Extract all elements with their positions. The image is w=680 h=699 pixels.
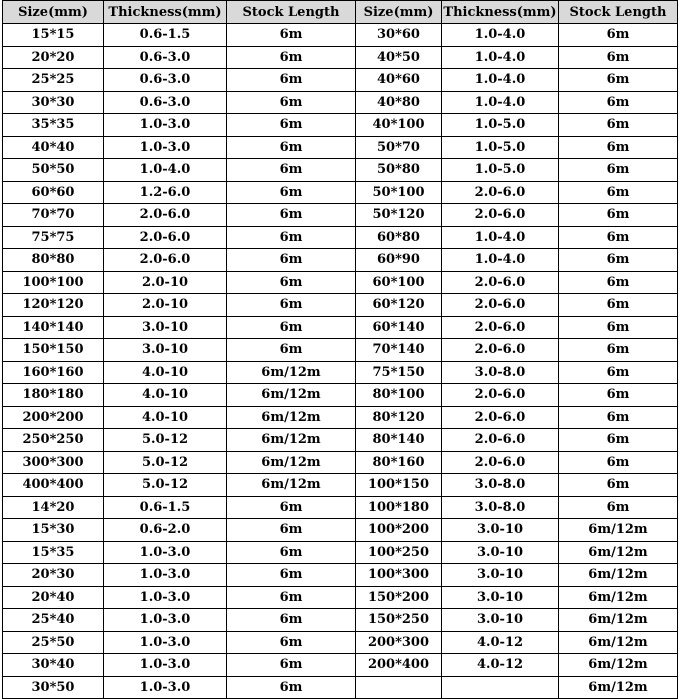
cell-thickness-right: 1.0-5.0 (442, 136, 559, 159)
cell-thickness-left: 3.0-10 (104, 316, 227, 339)
header-size-left: Size(mm) (3, 1, 104, 24)
cell-stock-length-right: 6m (559, 429, 678, 452)
cell-stock-length-right: 6m (559, 24, 678, 47)
cell-thickness-right: 1.0-4.0 (442, 226, 559, 249)
table-row (3, 384, 678, 407)
cell-stock-length-right: 6m (559, 114, 678, 137)
table-row (3, 24, 678, 47)
cell-stock-length-right: 6m (559, 451, 678, 474)
cell-size-right: 30*60 (356, 24, 442, 47)
cell-thickness-right: 2.0-6.0 (442, 316, 559, 339)
cell-size-left: 200*200 (3, 406, 104, 429)
table-row (3, 451, 678, 474)
cell-thickness-right: 3.0-10 (442, 564, 559, 587)
cell-thickness-right: 1.0-5.0 (442, 114, 559, 137)
cell-thickness-right: 3.0-10 (442, 609, 559, 632)
cell-thickness-left: 1.0-4.0 (104, 159, 227, 182)
table-row (3, 204, 678, 227)
cell-thickness-right: 2.0-6.0 (442, 429, 559, 452)
cell-thickness-left: 0.6-3.0 (104, 69, 227, 92)
cell-thickness-right: 3.0-8.0 (442, 474, 559, 497)
cell-size-left: 14*20 (3, 496, 104, 519)
table-row (3, 46, 678, 69)
cell-stock-length-left: 6m/12m (227, 384, 356, 407)
cell-size-left: 100*100 (3, 271, 104, 294)
cell-stock-length-left: 6m/12m (227, 474, 356, 497)
cell-size-left: 20*20 (3, 46, 104, 69)
cell-stock-length-left: 6m (227, 226, 356, 249)
cell-thickness-right: 4.0-12 (442, 631, 559, 654)
cell-thickness-left: 3.0-10 (104, 339, 227, 362)
cell-size-right: 40*50 (356, 46, 442, 69)
cell-stock-length-left: 6m/12m (227, 429, 356, 452)
table-row (3, 519, 678, 542)
header-row (3, 1, 678, 24)
cell-thickness-right: 1.0-4.0 (442, 24, 559, 47)
cell-thickness-right: 3.0-10 (442, 586, 559, 609)
cell-thickness-right: 4.0-12 (442, 654, 559, 677)
cell-stock-length-left: 6m (227, 181, 356, 204)
cell-stock-length-right: 6m (559, 181, 678, 204)
cell-size-left: 40*40 (3, 136, 104, 159)
table-row (3, 474, 678, 497)
cell-stock-length-right: 6m (559, 159, 678, 182)
cell-size-left: 70*70 (3, 204, 104, 227)
cell-size-right: 60*120 (356, 294, 442, 317)
cell-size-left: 35*35 (3, 114, 104, 137)
cell-thickness-left: 0.6-1.5 (104, 496, 227, 519)
table-row (3, 586, 678, 609)
cell-thickness-left: 2.0-6.0 (104, 226, 227, 249)
cell-thickness-left: 1.0-3.0 (104, 631, 227, 654)
cell-thickness-left: 4.0-10 (104, 406, 227, 429)
cell-thickness-left: 1.2-6.0 (104, 181, 227, 204)
cell-size-left: 140*140 (3, 316, 104, 339)
cell-stock-length-left: 6m (227, 586, 356, 609)
cell-size-right: 100*180 (356, 496, 442, 519)
cell-thickness-right: 2.0-6.0 (442, 294, 559, 317)
cell-size-left: 30*50 (3, 676, 104, 699)
cell-thickness-left: 2.0-6.0 (104, 249, 227, 272)
cell-stock-length-left: 6m (227, 159, 356, 182)
table-row (3, 69, 678, 92)
cell-thickness-left: 4.0-10 (104, 384, 227, 407)
cell-stock-length-left: 6m (227, 271, 356, 294)
cell-size-right: 200*400 (356, 654, 442, 677)
cell-stock-length-right: 6m (559, 384, 678, 407)
cell-size-left: 75*75 (3, 226, 104, 249)
cell-thickness-right (442, 676, 559, 699)
header-stock-length-right: Stock Length (559, 1, 678, 24)
cell-thickness-left: 0.6-3.0 (104, 46, 227, 69)
table-row (3, 249, 678, 272)
cell-stock-length-right: 6m/12m (559, 564, 678, 587)
cell-thickness-right: 1.0-4.0 (442, 69, 559, 92)
table-row (3, 496, 678, 519)
table-row (3, 631, 678, 654)
cell-size-right: 80*100 (356, 384, 442, 407)
cell-stock-length-left: 6m (227, 69, 356, 92)
table-row (3, 361, 678, 384)
cell-thickness-left: 1.0-3.0 (104, 564, 227, 587)
cell-size-left: 25*25 (3, 69, 104, 92)
cell-size-right: 60*80 (356, 226, 442, 249)
cell-thickness-left: 1.0-3.0 (104, 114, 227, 137)
cell-stock-length-left: 6m (227, 541, 356, 564)
table-row (3, 541, 678, 564)
cell-stock-length-left: 6m/12m (227, 451, 356, 474)
cell-stock-length-right: 6m/12m (559, 541, 678, 564)
cell-size-right: 80*120 (356, 406, 442, 429)
table-row (3, 429, 678, 452)
cell-stock-length-left: 6m (227, 114, 356, 137)
cell-thickness-left: 5.0-12 (104, 451, 227, 474)
cell-stock-length-right: 6m (559, 316, 678, 339)
cell-stock-length-right: 6m (559, 226, 678, 249)
cell-stock-length-left: 6m (227, 654, 356, 677)
cell-size-right: 50*120 (356, 204, 442, 227)
cell-thickness-left: 1.0-3.0 (104, 609, 227, 632)
cell-size-left: 160*160 (3, 361, 104, 384)
cell-stock-length-right: 6m/12m (559, 519, 678, 542)
cell-size-right: 150*200 (356, 586, 442, 609)
header-size-right: Size(mm) (356, 1, 442, 24)
cell-size-left: 15*30 (3, 519, 104, 542)
cell-stock-length-left: 6m (227, 316, 356, 339)
cell-stock-length-right: 6m (559, 271, 678, 294)
cell-size-left: 150*150 (3, 339, 104, 362)
cell-thickness-right: 2.0-6.0 (442, 406, 559, 429)
cell-stock-length-left: 6m/12m (227, 361, 356, 384)
cell-stock-length-right: 6m (559, 249, 678, 272)
table-body (3, 24, 678, 699)
cell-thickness-left: 1.0-3.0 (104, 541, 227, 564)
cell-stock-length-left: 6m (227, 609, 356, 632)
cell-size-left: 20*40 (3, 586, 104, 609)
cell-size-right: 60*90 (356, 249, 442, 272)
cell-thickness-left: 1.0-3.0 (104, 654, 227, 677)
cell-size-left: 400*400 (3, 474, 104, 497)
cell-thickness-left: 5.0-12 (104, 474, 227, 497)
cell-stock-length-right: 6m (559, 406, 678, 429)
cell-thickness-right: 2.0-6.0 (442, 451, 559, 474)
cell-stock-length-left: 6m (227, 339, 356, 362)
cell-size-right: 40*100 (356, 114, 442, 137)
cell-size-right: 80*160 (356, 451, 442, 474)
cell-stock-length-right: 6m (559, 91, 678, 114)
cell-size-left: 80*80 (3, 249, 104, 272)
cell-size-right: 100*150 (356, 474, 442, 497)
table-row (3, 406, 678, 429)
cell-size-left: 120*120 (3, 294, 104, 317)
cell-size-right (356, 676, 442, 699)
cell-stock-length-left: 6m (227, 136, 356, 159)
cell-thickness-right: 1.0-5.0 (442, 159, 559, 182)
cell-thickness-right: 3.0-10 (442, 541, 559, 564)
table-row (3, 676, 678, 699)
table-row (3, 294, 678, 317)
cell-thickness-right: 3.0-8.0 (442, 361, 559, 384)
cell-thickness-left: 5.0-12 (104, 429, 227, 452)
cell-thickness-right: 2.0-6.0 (442, 204, 559, 227)
cell-stock-length-right: 6m/12m (559, 631, 678, 654)
cell-thickness-right: 2.0-6.0 (442, 384, 559, 407)
cell-thickness-left: 2.0-10 (104, 271, 227, 294)
cell-stock-length-left: 6m (227, 91, 356, 114)
table-row (3, 271, 678, 294)
cell-size-right: 100*200 (356, 519, 442, 542)
cell-stock-length-left: 6m (227, 249, 356, 272)
cell-thickness-left: 1.0-3.0 (104, 586, 227, 609)
cell-stock-length-right: 6m (559, 496, 678, 519)
cell-stock-length-right: 6m/12m (559, 586, 678, 609)
cell-stock-length-left: 6m (227, 24, 356, 47)
cell-size-left: 180*180 (3, 384, 104, 407)
spec-table (2, 0, 678, 699)
cell-size-left: 25*40 (3, 609, 104, 632)
cell-stock-length-left: 6m (227, 294, 356, 317)
cell-thickness-right: 2.0-6.0 (442, 339, 559, 362)
table-row (3, 564, 678, 587)
cell-size-right: 50*80 (356, 159, 442, 182)
cell-stock-length-right: 6m (559, 361, 678, 384)
cell-stock-length-right: 6m/12m (559, 609, 678, 632)
cell-size-left: 50*50 (3, 159, 104, 182)
table-row (3, 609, 678, 632)
cell-thickness-right: 1.0-4.0 (442, 91, 559, 114)
cell-thickness-left: 1.0-3.0 (104, 676, 227, 699)
cell-size-right: 80*140 (356, 429, 442, 452)
cell-stock-length-left: 6m/12m (227, 406, 356, 429)
cell-stock-length-right: 6m (559, 339, 678, 362)
header-stock-length-left: Stock Length (227, 1, 356, 24)
cell-stock-length-left: 6m (227, 631, 356, 654)
cell-stock-length-right: 6m (559, 46, 678, 69)
cell-size-right: 50*70 (356, 136, 442, 159)
cell-size-left: 30*30 (3, 91, 104, 114)
table-row (3, 159, 678, 182)
cell-stock-length-left: 6m (227, 676, 356, 699)
cell-thickness-right: 1.0-4.0 (442, 249, 559, 272)
cell-stock-length-right: 6m (559, 474, 678, 497)
table-row (3, 181, 678, 204)
table-row (3, 316, 678, 339)
cell-size-left: 250*250 (3, 429, 104, 452)
cell-size-left: 60*60 (3, 181, 104, 204)
table-row (3, 339, 678, 362)
cell-thickness-left: 0.6-1.5 (104, 24, 227, 47)
cell-stock-length-right: 6m (559, 69, 678, 92)
cell-size-left: 15*15 (3, 24, 104, 47)
table-row (3, 226, 678, 249)
cell-thickness-left: 4.0-10 (104, 361, 227, 384)
cell-size-right: 60*140 (356, 316, 442, 339)
cell-stock-length-left: 6m (227, 519, 356, 542)
cell-thickness-left: 0.6-3.0 (104, 91, 227, 114)
table-row (3, 114, 678, 137)
cell-stock-length-right: 6m (559, 294, 678, 317)
cell-size-right: 100*250 (356, 541, 442, 564)
cell-thickness-right: 3.0-10 (442, 519, 559, 542)
cell-thickness-right: 2.0-6.0 (442, 181, 559, 204)
cell-stock-length-left: 6m (227, 204, 356, 227)
cell-size-right: 75*150 (356, 361, 442, 384)
cell-thickness-left: 2.0-10 (104, 294, 227, 317)
cell-stock-length-right: 6m (559, 204, 678, 227)
table-row (3, 654, 678, 677)
cell-size-right: 150*250 (356, 609, 442, 632)
header-thickness-right: Thickness(mm) (442, 1, 559, 24)
cell-thickness-left: 0.6-2.0 (104, 519, 227, 542)
cell-stock-length-right: 6m/12m (559, 654, 678, 677)
table-row (3, 91, 678, 114)
cell-size-left: 15*35 (3, 541, 104, 564)
cell-thickness-left: 1.0-3.0 (104, 136, 227, 159)
cell-size-left: 25*50 (3, 631, 104, 654)
header-thickness-left: Thickness(mm) (104, 1, 227, 24)
cell-size-left: 20*30 (3, 564, 104, 587)
cell-stock-length-left: 6m (227, 564, 356, 587)
cell-stock-length-left: 6m (227, 46, 356, 69)
cell-size-right: 40*60 (356, 69, 442, 92)
cell-size-right: 40*80 (356, 91, 442, 114)
cell-thickness-right: 2.0-6.0 (442, 271, 559, 294)
cell-size-left: 30*40 (3, 654, 104, 677)
cell-size-left: 300*300 (3, 451, 104, 474)
cell-stock-length-right: 6m/12m (559, 676, 678, 699)
cell-size-right: 70*140 (356, 339, 442, 362)
cell-size-right: 50*100 (356, 181, 442, 204)
cell-stock-length-left: 6m (227, 496, 356, 519)
cell-size-right: 200*300 (356, 631, 442, 654)
table-row (3, 136, 678, 159)
cell-thickness-left: 2.0-6.0 (104, 204, 227, 227)
cell-size-right: 60*100 (356, 271, 442, 294)
cell-stock-length-right: 6m (559, 136, 678, 159)
cell-size-right: 100*300 (356, 564, 442, 587)
cell-thickness-right: 1.0-4.0 (442, 46, 559, 69)
cell-thickness-right: 3.0-8.0 (442, 496, 559, 519)
